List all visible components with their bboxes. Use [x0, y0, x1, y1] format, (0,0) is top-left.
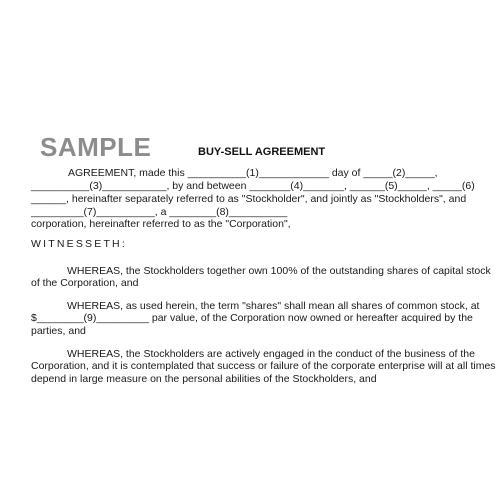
whereas-paragraph-1	[31, 265, 496, 290]
whereas-paragraph-3-text: WHEREAS, the Stockholders are actively engaged in the conduct of the business of the Corporation, and it is contemplated that success or failure of the corporate enterprise will at all times depend in large measure on the personal abilities of the Stockholders, and	[31, 348, 496, 385]
agreement-line-4: _________(7)__________, a ________(8)__________	[31, 206, 288, 218]
whereas-paragraph-2	[31, 300, 496, 337]
whereas-paragraph-3	[31, 348, 496, 385]
sample-watermark-label: SAMPLE	[40, 132, 152, 162]
agreement-line-1: AGREEMENT, made this __________(1)____________ day of _____(2)_____,	[68, 167, 438, 179]
agreement-line-3: ______, hereinafter separately referred to as "Stockholder", and jointly as "Stockholders", and	[31, 193, 467, 205]
whereas-paragraph-2-text: WHEREAS, as used herein, the term "shares" shall mean all shares of common stock, at $________(9)_________ par value, of the Corporation now owned or hereafter acquired by the parties, and	[31, 300, 480, 337]
witnesseth-heading: WITNESSETH:	[31, 238, 127, 250]
whereas-paragraph-1-text: WHEREAS, the Stockholders together own 100% of the outstanding shares of capital stock of the Corporation, and	[31, 265, 491, 290]
agreement-line-2: __________(3)___________, by and between _______(4)_______, ______(5)_____, _____(6)	[31, 180, 475, 192]
agreement-line-5: corporation, hereinafter referred to as the "Corporation",	[31, 218, 291, 230]
document-title: BUY-SELL AGREEMENT	[198, 146, 326, 158]
